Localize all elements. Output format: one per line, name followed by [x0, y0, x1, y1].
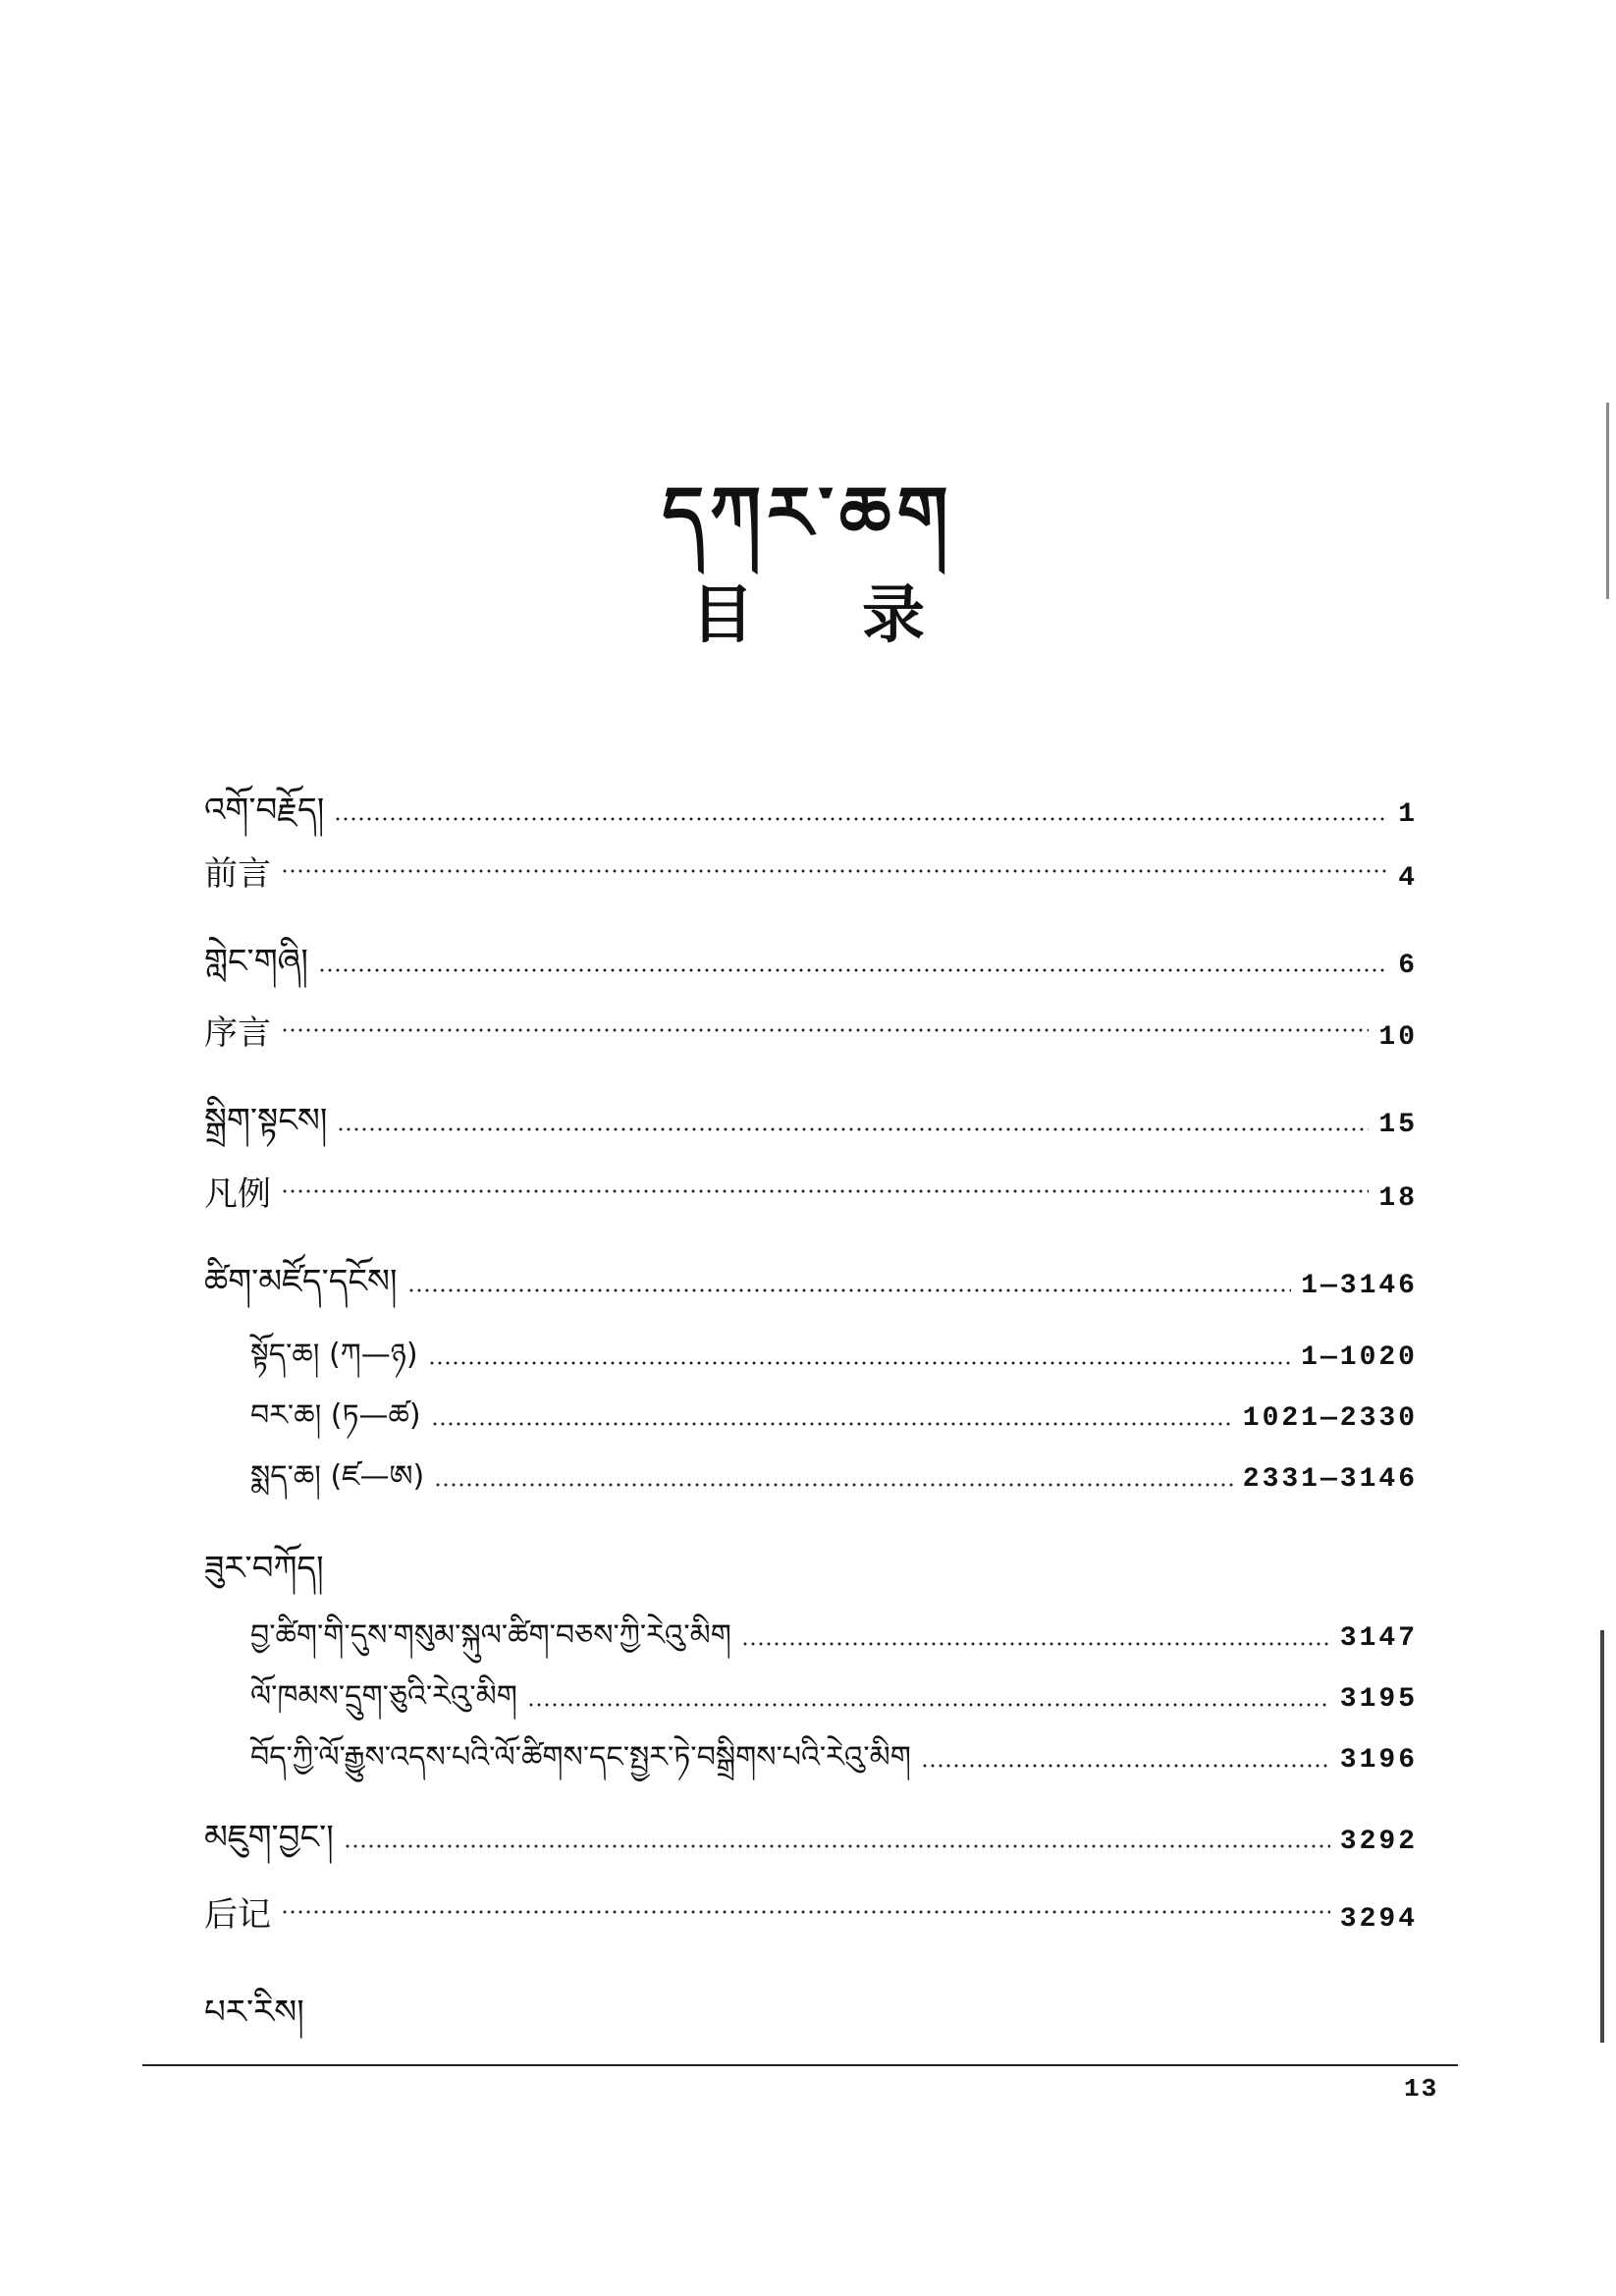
toc-entry-guide-chinese[interactable]: [204, 1167, 1418, 1215]
toc-entry-page: 1021—2330: [1242, 1403, 1418, 1434]
dot-leader: [281, 1028, 1369, 1032]
toc-entry-page: 15: [1378, 1110, 1418, 1140]
toc-entry-label: སྨད་ཆ། (ཛ—ཨ): [250, 1459, 425, 1494]
dot-leader: [407, 1288, 1292, 1292]
dot-leader: [741, 1642, 1330, 1646]
toc-entry-label: ཚིག་མཛོད་དངོས།: [204, 1262, 398, 1301]
toc-entry-page: 3294: [1339, 1904, 1418, 1935]
tibetan-title: དཀར་ཆག: [662, 471, 954, 556]
dot-leader: [334, 817, 1388, 821]
toc-entry-page: 3196: [1339, 1745, 1418, 1776]
toc-entry-label: འགོ་བརྗོད།: [204, 791, 325, 830]
toc-entry-label: ཟུར་བཀོད།: [204, 1549, 324, 1588]
toc-entry-label: བྱ་ཚིག་གི་དུས་གསུམ་སྐུལ་ཚིག་བཅས་ཀྱི་རེའུ་མིག: [250, 1618, 731, 1653]
footer-rule: [142, 2064, 1458, 2066]
dot-leader: [281, 869, 1388, 873]
toc-entry-label: 前言: [204, 854, 271, 894]
toc-entry-page: 3195: [1339, 1684, 1418, 1715]
toc-entry-plates[interactable]: [204, 1974, 1418, 2068]
dot-leader: [318, 968, 1388, 972]
dot-leader: [921, 1764, 1330, 1768]
toc-entry-label: སྟོད་ཆ། (ཀ—ཉ): [250, 1338, 418, 1372]
scan-edge-mark: [1606, 403, 1609, 599]
toc-entry-appendix-chronology[interactable]: [250, 1724, 1418, 1807]
page-number: 13: [1404, 2074, 1439, 2104]
toc-entry-page: 1—3146: [1301, 1271, 1418, 1301]
toc-entry-page: 1: [1398, 799, 1418, 830]
dot-leader: [527, 1703, 1330, 1707]
dot-leader: [431, 1422, 1233, 1426]
chinese-title: 目录: [691, 579, 1033, 652]
toc-entry-label: 后记: [204, 1895, 271, 1935]
toc-entry-page: 2331—3146: [1242, 1464, 1418, 1495]
toc-entry-introduction-tibetan[interactable]: [204, 923, 1418, 1017]
toc-entry-label: སྒྲིག་སྟངས།: [204, 1101, 328, 1140]
toc-entry-label: 序言: [204, 1013, 271, 1053]
toc-entry-volume-lower[interactable]: [250, 1444, 1418, 1526]
toc-entry-introduction-chinese[interactable]: [204, 1006, 1418, 1054]
toc-entry-page: 4: [1398, 863, 1418, 894]
toc-entry-label: 凡例: [204, 1175, 271, 1214]
dot-leader: [428, 1361, 1292, 1365]
dot-leader: [337, 1127, 1369, 1131]
toc-entry-guide-tibetan[interactable]: [204, 1082, 1418, 1176]
toc-entry-label: གླེང་གཞི།: [204, 942, 308, 981]
dot-leader: [281, 1189, 1369, 1193]
toc-entry-postscript-chinese[interactable]: [204, 1887, 1418, 1936]
toc-entry-page: 18: [1378, 1183, 1418, 1214]
toc-entry-label: ལོ་ཁམས་དྲུག་ཅུའི་རེའུ་མིག: [250, 1679, 517, 1714]
scan-edge-mark: [1600, 1630, 1604, 2043]
toc-entry-page: 3147: [1339, 1623, 1418, 1654]
toc-entry-page: 6: [1398, 951, 1418, 981]
dot-leader: [281, 1910, 1330, 1914]
toc-entry-page: 10: [1378, 1022, 1418, 1053]
toc-entry-page: 3292: [1339, 1827, 1418, 1857]
dot-leader: [344, 1844, 1330, 1848]
toc-entry-page: 1—1020: [1301, 1342, 1418, 1373]
toc-entry-label: བོད་ཀྱི་ལོ་རྒྱུས་འདས་པའི་ལོ་ཚིགས་དང་སྤྱར་ཏེ་བསྒྲིགས་པའི་རེའུ་མིག: [250, 1740, 911, 1775]
toc-entry-label: བར་ཆ། (ཏ—ཚ): [250, 1398, 421, 1433]
toc-entry-label: པར་རིས།: [204, 1993, 304, 2032]
toc-entry-label: མཇུག་བྱང་།: [204, 1818, 334, 1857]
toc-entry-postscript-tibetan[interactable]: [204, 1799, 1418, 1893]
toc-entry-preface-chinese[interactable]: [204, 847, 1418, 895]
dot-leader: [434, 1483, 1233, 1487]
